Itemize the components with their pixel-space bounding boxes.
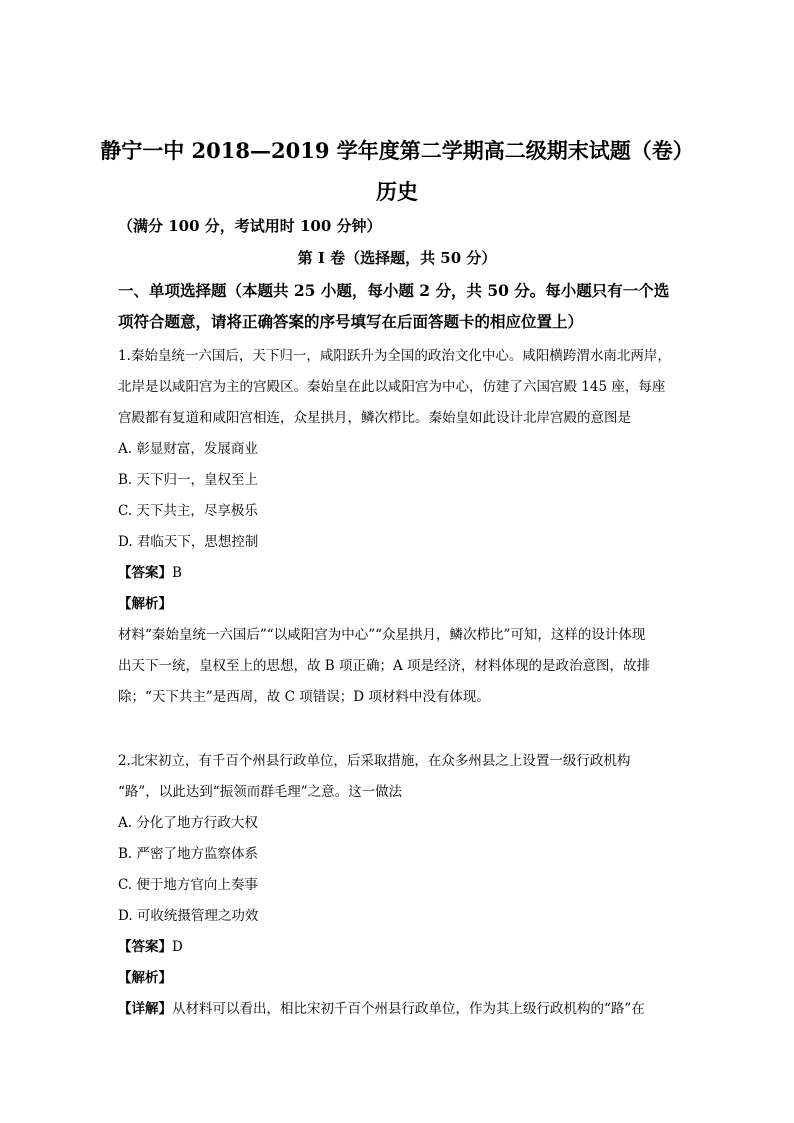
q1-option-c: C. 天下共主，尽享极乐 (118, 503, 258, 519)
q1-answer-label: 【答案】 (118, 565, 172, 581)
q2-option-c: C. 便于地方官向上奏事 (118, 877, 258, 893)
section-heading-line-1: 一、单项选择题（本题共 25 小题，每小题 2 分，共 50 分。每小题只有一个选 (118, 281, 670, 300)
q2-option-a: A. 分化了地方行政大权 (118, 815, 258, 831)
q2-answer-label: 【答案】 (118, 939, 172, 955)
q1-option-b: B. 天下归一，皇权至上 (118, 472, 259, 488)
volume-heading: 第 I 卷（选择题，共 50 分） (297, 249, 497, 267)
q1-stem-line-1: 1.秦始皇统一六国后，天下归一，咸阳跃升为全国的政治文化中心。咸阳横跨渭水南北两岸， (118, 348, 671, 364)
q1-stem-line-3: 宫殿都有复道和咸阳宫相连，众星拱月，鳞次栉比。秦始皇如此设计北岸宫殿的意图是 (118, 410, 631, 426)
q2-answer-value: D (172, 939, 183, 955)
q2-detail-line-1 (118, 997, 678, 1017)
exam-subject: 历史 (376, 179, 418, 204)
exam-title: 静宁一中 2018—2019 学年度第二学期高二级期末试题（卷） (100, 138, 694, 163)
q1-option-d: D. 君临天下，思想控制 (118, 534, 259, 550)
q1-answer-value: B (172, 565, 182, 581)
q1-analysis-label: 【解析】 (118, 596, 172, 612)
q2-stem-line-1: 2.北宋初立，有千百个州县行政单位，后采取措施，在众多州县之上设置一级行政机构 (118, 753, 631, 769)
q1-option-a: A. 彰显财富，发展商业 (118, 441, 258, 457)
q2-option-b: B. 严密了地方监察体系 (118, 846, 259, 862)
q1-analysis-line-2: 出天下一统，皇权至上的思想，故 B 项正确；A 项是经济，材料体现的是政治意图，故排 (118, 658, 651, 674)
q2-detail-text: 从材料可以看出，相比宋初千百个州县行政单位，作为其上级行政机构的“路”在 (172, 1001, 645, 1017)
q1-analysis-line-1: 材料“秦始皇统一六国后”“以咸阳宫为中心”“众星拱月，鳞次栉比”可知，这样的设计体现 (118, 627, 646, 643)
q2-answer (118, 935, 678, 955)
q2-detail-label: 【详解】 (118, 1001, 172, 1017)
q1-stem-line-2: 北岸是以咸阳宫为主的宫殿区。秦始皇在此以咸阳宫为中心，仿建了六国宫殿 145 座，每座 (118, 379, 666, 395)
q1-answer (118, 561, 678, 581)
section-heading-line-2: 项符合题意，请将正确答案的序号填写在后面答题卡的相应位置上） (118, 312, 584, 331)
q2-analysis-label: 【解析】 (118, 970, 172, 986)
q2-stem-line-2: “路”，以此达到“振领而群毛理”之意。这一做法 (118, 784, 403, 800)
exam-note: （满分 100 分，考试用时 100 分钟） (118, 217, 382, 235)
q2-option-d: D. 可收统摄管理之功效 (118, 908, 259, 924)
q1-analysis-line-3: 除；“天下共主”是西周，故 C 项错误；D 项材料中没有体现。 (118, 689, 490, 705)
